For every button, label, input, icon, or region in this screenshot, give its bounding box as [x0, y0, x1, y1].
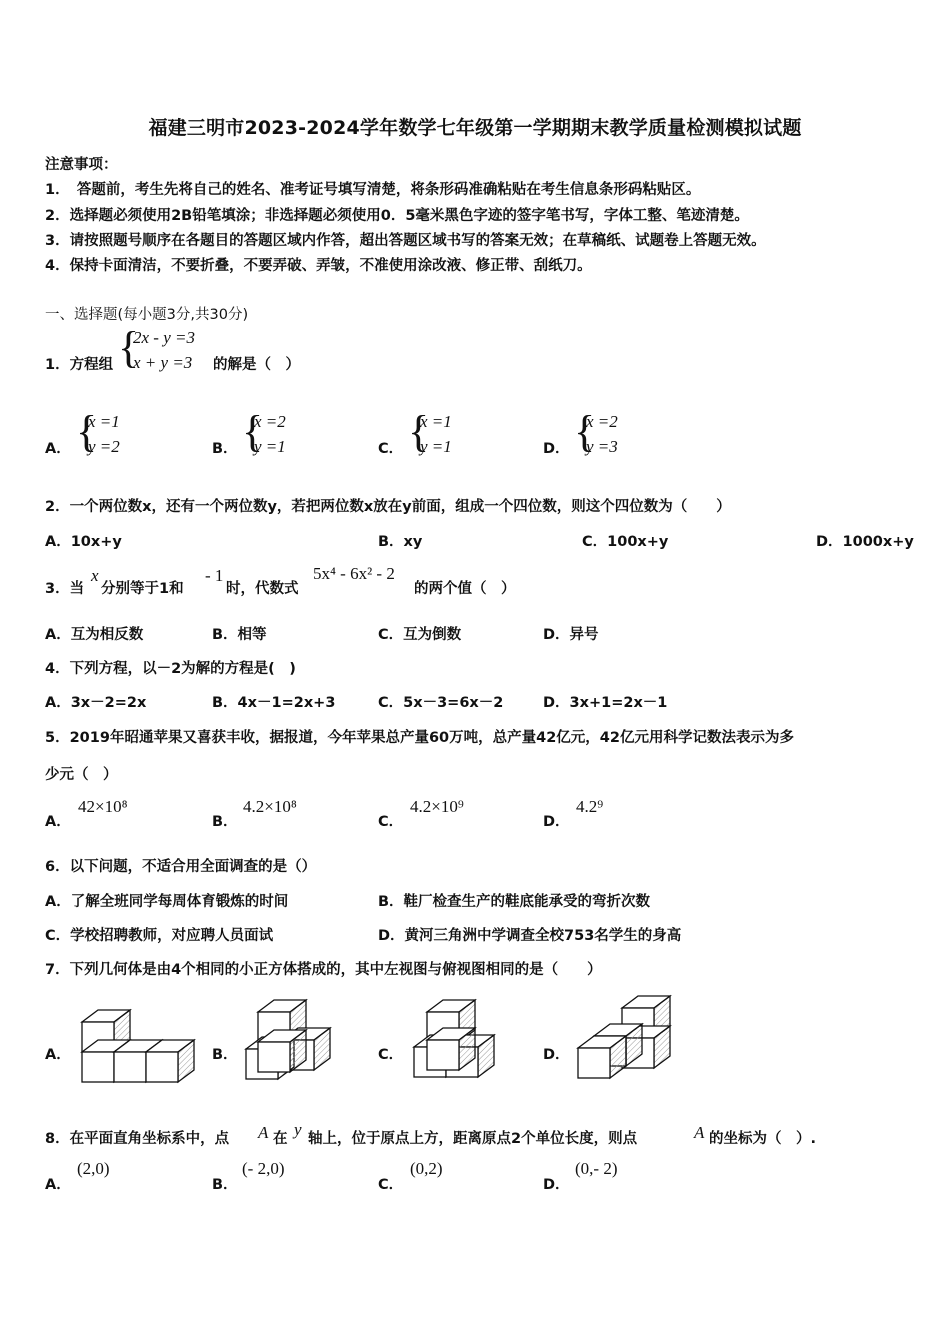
q8-option-label: D．	[543, 1177, 570, 1193]
q3-p2: 分别等于1和	[101, 581, 184, 597]
q3-p4: 的两个值（ ）	[414, 581, 516, 597]
q8-p1: 8．在平面直角坐标系中，点	[45, 1131, 230, 1147]
option-line: y =1	[420, 437, 452, 456]
q8-option-expr: (- 2,0)	[242, 1159, 285, 1178]
q5-option-expr: 4.2×10⁹	[410, 797, 464, 816]
q1-suffix: 的解是（ ）	[213, 357, 300, 373]
brace-icon: {	[574, 407, 596, 456]
q1-option-label: B．	[212, 441, 238, 457]
q3-p3: 时，代数式	[226, 581, 299, 597]
q8-p4: 的坐标为（ ）.	[709, 1131, 817, 1147]
q8-option-expr: (2,0)	[77, 1159, 110, 1178]
notice-item: 2．选择题必须使用2B铅笔填涂；非选择题必须使用0．5毫米黑色字迹的签字笔书写，字体工整、笔迹清楚。	[45, 208, 749, 224]
q8-option-label: C．	[378, 1177, 404, 1193]
q2-stem: 2．一个两位数x，还有一个两位数y，若把两位数x放在y前面，组成一个四位数，则这个四位数为（ ）	[45, 499, 731, 515]
q4-stem: 4．下列方程，以－2为解的方程是( )	[45, 661, 296, 677]
figure-d-solid	[578, 996, 670, 1078]
notice-item: 4．保持卡面清洁，不要折叠，不要弄破、弄皱，不准使用涂改液、修正带、刮纸刀。	[45, 258, 592, 274]
q3-option: B．相等	[212, 627, 267, 643]
option-line: x =1	[420, 412, 452, 431]
option-line: x =2	[586, 412, 618, 431]
notice-item: 1． 答题前，考生先将自己的姓名、准考证号填写清楚，将条形码准确粘贴在考生信息条形码粘贴区。	[45, 182, 701, 198]
q5-option-label: C．	[378, 814, 404, 830]
q4-option: D．3x+1=2x－1	[543, 695, 668, 711]
section-heading: 一、选择题(每小题3分,共30分)	[45, 307, 249, 323]
notice-item: 3．请按照题号顺序在各题目的答题区域内作答，超出答题区域书写的答案无效；在草稿纸、试题卷上答题无效。	[45, 233, 766, 249]
option-line: y =1	[254, 437, 286, 456]
brace-icon: {	[118, 323, 140, 372]
q8-axis-y: y	[294, 1120, 302, 1139]
option-line: y =3	[586, 437, 618, 456]
cube	[578, 1036, 626, 1078]
q8-p2: 在	[273, 1131, 288, 1147]
q1-prefix: 1．方程组	[45, 357, 114, 373]
figure-c-solid	[414, 1000, 494, 1077]
q2-option: D．1000x+y	[816, 534, 914, 550]
q8-point-a: A	[258, 1123, 269, 1142]
q8-option-expr: (0,2)	[410, 1159, 443, 1178]
brace-icon: {	[242, 407, 264, 456]
q3-option: C．互为倒数	[378, 627, 462, 643]
q8-option-expr: (0,- 2)	[575, 1159, 618, 1178]
q8-point-a: A	[694, 1123, 705, 1142]
q5-option-expr: 42×10⁸	[78, 797, 128, 816]
q2-option: B．xy	[378, 534, 423, 550]
q8-p3: 轴上，位于原点上方，距离原点2个单位长度，则点	[308, 1131, 638, 1147]
q4-option: C．5x－3=6x－2	[378, 695, 504, 711]
q6-option: C．学校招聘教师，对应聘人员面试	[45, 928, 274, 944]
q8-option-label: B．	[212, 1177, 238, 1193]
q8-option-label: A．	[45, 1177, 71, 1193]
q6-option: D．黄河三角洲中学调查全校753名学生的身高	[378, 928, 682, 944]
q2-option: C．100x+y	[582, 534, 669, 550]
q5-option-label: D．	[543, 814, 570, 830]
figure-a-solid	[82, 1010, 194, 1082]
q3-p1: 3．当	[45, 581, 85, 597]
figure-b-solid	[246, 1000, 330, 1079]
cube	[258, 1030, 306, 1072]
q1-option-label: A．	[45, 441, 71, 457]
q1-option-label: C．	[378, 441, 404, 457]
q5-option-expr: 4.2⁹	[576, 797, 604, 816]
brace-icon: {	[76, 407, 98, 456]
q1-eq1: 2x - y =3	[133, 328, 195, 347]
q7-stem: 7．下列几何体是由4个相同的小正方体搭成的，其中左视图与俯视图相同的是（ ）	[45, 962, 602, 978]
page-title: 福建三明市2023-2024学年数学七年级第一学期期末教学质量检测模拟试题	[148, 117, 802, 139]
q3-var: x	[91, 566, 99, 585]
q3-option: D．异号	[543, 627, 599, 643]
q7-option-label: C．	[378, 1047, 404, 1063]
q6-stem: 6．以下问题，不适合用全面调查的是（）	[45, 859, 317, 875]
option-line: x =2	[254, 412, 286, 431]
q7-option-label: A．	[45, 1047, 71, 1063]
q1-option-label: D．	[543, 441, 570, 457]
q7-option-label: D．	[543, 1047, 570, 1063]
q7-option-label: B．	[212, 1047, 238, 1063]
q5-line1: 5．2019年昭通苹果又喜获丰收，据报道，今年苹果总产量60万吨，总产量42亿元，42亿元用科学记数法表示为多	[45, 730, 794, 746]
q6-option: B．鞋厂检查生产的鞋底能承受的弯折次数	[378, 894, 651, 910]
q5-option-label: B．	[212, 814, 238, 830]
q3-expr: 5x⁴ - 6x² - 2	[313, 564, 395, 583]
brace-icon: {	[408, 407, 430, 456]
q4-option: A．3x－2=2x	[45, 695, 147, 711]
q5-line2: 少元（ ）	[45, 767, 118, 783]
cube	[427, 1028, 475, 1070]
q1-eq2: x + y =3	[133, 353, 193, 372]
notice-heading: 注意事项：	[45, 157, 118, 173]
q3-option: A．互为相反数	[45, 627, 144, 643]
q5-option-label: A．	[45, 814, 71, 830]
q4-option: B．4x－1=2x+3	[212, 695, 336, 711]
q2-option: A．10x+y	[45, 534, 122, 550]
option-line: x =1	[88, 412, 120, 431]
q5-option-expr: 4.2×10⁸	[243, 797, 297, 816]
q3-neg: - 1	[205, 566, 224, 585]
cube	[146, 1040, 194, 1082]
option-line: y =2	[88, 437, 120, 456]
q6-option: A．了解全班同学每周体育锻炼的时间	[45, 894, 289, 910]
